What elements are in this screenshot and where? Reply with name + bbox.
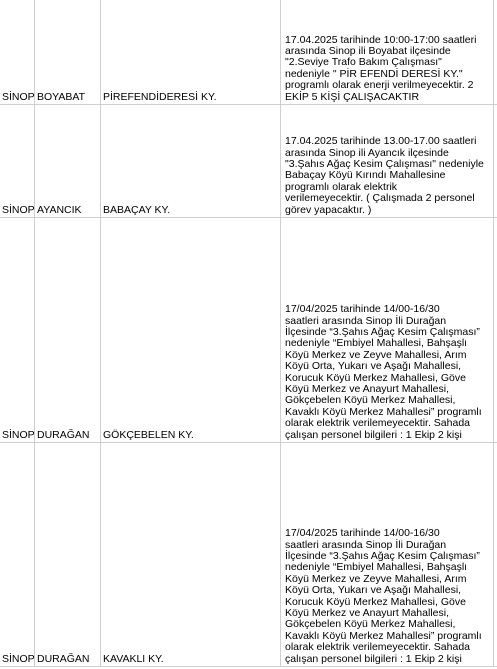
cell-il[interactable]: [0, 105, 35, 217]
aciklama-line: Köyü Orta, Yukarı ve Aşağı Mahallesi,: [285, 584, 462, 597]
aciklama-line: Köyü Orta, Yukarı ve Aşağı Mahallesi,: [285, 360, 462, 373]
table-row[interactable]: [0, 0, 497, 105]
mahalle-text: PİREFENDİDERESİ KY.: [103, 91, 217, 103]
aciklama-line: Babaçay Köyü Kırındı Mahallesine: [285, 169, 446, 182]
aciklama-line: görev yapacaktır. ): [285, 203, 372, 216]
mahalle-text: GÖKÇEBELEN KY.: [103, 429, 194, 441]
aciklama-line: Köyü Merkez ve Anayurt Mahallesi,: [285, 382, 449, 395]
aciklama-line: Köyü Merkez ve Anayurt Mahallesi,: [285, 606, 449, 619]
aciklama-line: Korucuk Köyü Merkez Mahallesi, Göve: [285, 595, 466, 608]
cell-ilce[interactable]: [35, 105, 101, 217]
aciklama-text: [285, 304, 491, 441]
cell-ilce[interactable]: [35, 443, 101, 666]
aciklama-line: saatleri arasında Sinop İli Durağan: [285, 314, 447, 327]
aciklama-line: Korucuk Köyü Merkez Mahallesi, Göve: [285, 371, 466, 384]
aciklama-line: arasında Sinop ili Boyabat ilçesinde: [285, 44, 451, 57]
il-text: SİNOP: [2, 429, 35, 441]
il-text: SİNOP: [2, 204, 35, 216]
aciklama-line: 17/04/2025 tarihinde 14/00-16/30: [285, 527, 440, 540]
aciklama-line: 17.04.2025 tarihinde 10:00-17:00 saatleri: [285, 33, 477, 46]
aciklama-line: çalışan personel bilgileri : 1 Ekip 2 kişi: [285, 652, 462, 665]
cell-mahalle[interactable]: [101, 443, 281, 666]
aciklama-text: [285, 35, 491, 103]
table-row[interactable]: [0, 105, 497, 218]
aciklama-line: Köyü Merkez ve Zeyve Mahallesi, Arım: [285, 348, 467, 361]
aciklama-line: programlı olarak elektrik: [285, 180, 398, 193]
aciklama-line: 17/04/2025 tarihinde 14/00-16/30: [285, 303, 440, 316]
cell-ilce[interactable]: [35, 0, 101, 104]
ilce-text: DURAĞAN: [37, 653, 90, 665]
aciklama-line: nedeniyle “Embiyel Mahallesi, Bahşaşlı: [285, 561, 468, 574]
aciklama-line: Kavaklı Köyü Merkez Mahallesi” programlı: [285, 629, 482, 642]
table-row[interactable]: [0, 443, 497, 667]
cell-aciklama[interactable]: [281, 105, 494, 217]
aciklama-line: olarak elektrik verilemeyecektir. Sahada: [285, 417, 471, 430]
cell-aciklama[interactable]: [281, 443, 494, 666]
aciklama-line: İlçesinde “3.Şahıs Ağaç Kesim Çalışması”: [285, 549, 480, 562]
cell-mahalle[interactable]: [101, 0, 281, 104]
il-text: SİNOP: [2, 91, 35, 103]
aciklama-text: [285, 528, 491, 665]
aciklama-line: nedeniyle “Embiyel Mahallesi, Bahşaşlı: [285, 337, 468, 350]
aciklama-line: EKİP 5 KİŞİ ÇALIŞACAKTIR: [285, 90, 420, 103]
aciklama-line: saatleri arasında Sinop İli Durağan: [285, 538, 447, 551]
cell-mahalle[interactable]: [101, 218, 281, 442]
aciklama-line: çalışan personel bilgileri : 1 Ekip 2 kişi: [285, 428, 462, 441]
aciklama-line: Gökçebelen Köyü Merkez Mahallesi,: [285, 394, 456, 407]
cell-il[interactable]: [0, 218, 35, 442]
cell-aciklama[interactable]: [281, 0, 494, 104]
aciklama-line: 17.04.2025 tarihinde 13.00-17.00 saatleri: [285, 135, 477, 148]
aciklama-line: olarak elektrik verilemeyecektir. Sahada: [285, 641, 471, 654]
cell-il[interactable]: [0, 0, 35, 104]
aciklama-line: arasında Sinop ili Ayancık ilçesinde: [285, 146, 449, 159]
aciklama-line: İlçesinde “3.Şahıs Ağaç Kesim Çalışması”: [285, 325, 480, 338]
aciklama-line: "2.Seviye Trafo Bakım Çalışması": [285, 56, 442, 69]
mahalle-text: KAVAKLI KY.: [103, 653, 164, 665]
aciklama-line: programlı olarak enerji verilmeyecektir. 2: [285, 79, 474, 92]
aciklama-line: nedeniyle " PİR EFENDİ DERESİ KY.": [285, 67, 463, 80]
mahalle-text: BABAÇAY KY.: [103, 204, 171, 216]
il-text: SİNOP: [2, 653, 35, 665]
cell-ilce[interactable]: [35, 218, 101, 442]
aciklama-line: verilemeyecektir. ( Çalışmada 2 personel: [285, 192, 475, 205]
aciklama-line: Köyü Merkez ve Zeyve Mahallesi, Arım: [285, 572, 467, 585]
ilce-text: DURAĞAN: [37, 429, 90, 441]
ilce-text: AYANCIK: [37, 204, 82, 216]
aciklama-text: [285, 136, 491, 216]
aciklama-line: Kavaklı Köyü Merkez Mahallesi” programlı: [285, 405, 482, 418]
table-row[interactable]: [0, 218, 497, 443]
cell-mahalle[interactable]: [101, 105, 281, 217]
aciklama-line: Gökçebelen Köyü Merkez Mahallesi,: [285, 618, 456, 631]
aciklama-line: "3.Şahıs Ağaç Kesim Çalışması" nedeniyle: [285, 157, 484, 170]
cell-aciklama[interactable]: [281, 218, 494, 442]
cell-il[interactable]: [0, 443, 35, 666]
ilce-text: BOYABAT: [37, 91, 86, 103]
